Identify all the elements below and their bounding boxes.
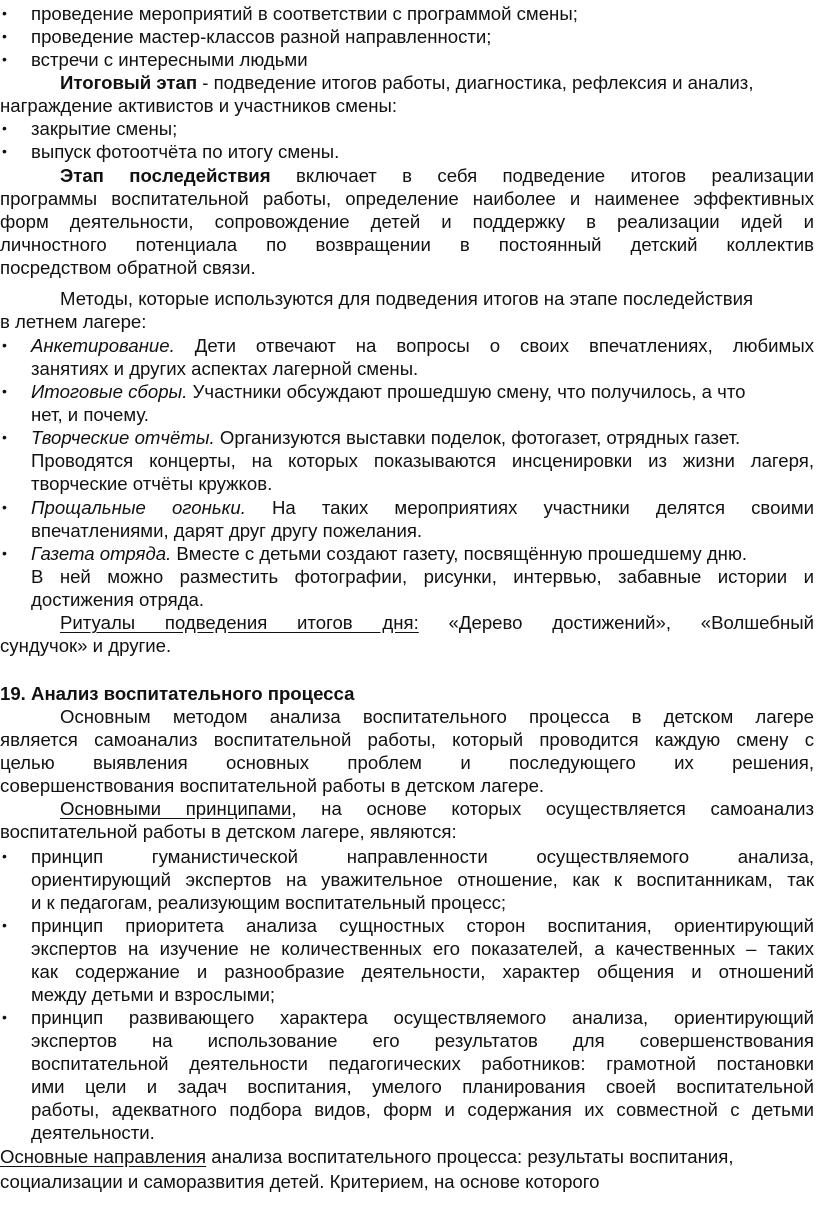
text: Организуются выставки поделок, фотогазет, отрядных газет. bbox=[214, 427, 741, 448]
method-term: Итоговые сборы. bbox=[31, 381, 188, 402]
directions-label: Основные направления bbox=[0, 1146, 207, 1167]
text: «Дерево достижений», «Волшебный bbox=[418, 612, 814, 633]
list-item bbox=[31, 542, 747, 565]
bullet-icon: • bbox=[2, 429, 7, 445]
text: - подведение итогов работы, диагностика, рефлексия и анализ, bbox=[197, 72, 754, 93]
bullet-icon: • bbox=[2, 120, 7, 136]
list-item-line: впечатлениями, дарят друг другу пожелания. bbox=[31, 520, 423, 541]
list-item: принцип приоритета анализа сущностных сторон воспитания, ориентирующий bbox=[31, 915, 814, 936]
text: анализа воспитательного процесса: результаты воспитания, bbox=[206, 1146, 734, 1167]
bullet-icon: • bbox=[2, 51, 7, 67]
paragraph-line: целью выявления основных проблем и последующего их решения, bbox=[0, 752, 814, 773]
paragraph-line: социализации и саморазвития детей. Критерием, на основе которого bbox=[0, 1171, 600, 1192]
list-item-line: Проводятся концерты, на которых показываются инсценировки из жизни лагеря, bbox=[31, 450, 814, 471]
text: Вместе с детьми создают газету, посвящённую прошедшему дню. bbox=[171, 543, 748, 564]
list-item-line: ими цели и задач воспитания, умелого планирования своей воспитательной bbox=[31, 1076, 814, 1097]
bullet-icon: • bbox=[2, 28, 7, 44]
method-term: Творческие отчёты. bbox=[31, 427, 215, 448]
paragraph-line: личностного потенциала по возвращении в постоянный детский коллектив bbox=[0, 234, 814, 255]
bullet-icon: • bbox=[2, 383, 7, 399]
list-item bbox=[31, 380, 746, 403]
bullet-icon: • bbox=[2, 545, 7, 561]
rituals-label: Ритуалы подведения итогов дня: bbox=[60, 612, 419, 633]
list-item-line: В ней можно разместить фотографии, рисунки, интервью, забавные истории и bbox=[31, 566, 814, 587]
paragraph-line: Методы, которые используются для подведения итогов на этапе последействия bbox=[60, 288, 754, 309]
list-item-line: деятельности. bbox=[31, 1122, 155, 1143]
list-item-line: между детьми и взрослыми; bbox=[31, 984, 276, 1005]
paragraph-line: сундучок» и другие. bbox=[0, 635, 172, 656]
final-stage-title: Итоговый этап bbox=[60, 72, 198, 93]
list-item: проведение мероприятий в соответствии с программой смены; bbox=[31, 3, 578, 24]
method-term: Анкетирование. bbox=[31, 335, 175, 356]
list-item: проведение мастер-классов разной направленности; bbox=[31, 26, 492, 47]
bullet-icon: • bbox=[2, 5, 7, 21]
paragraph-line bbox=[60, 164, 814, 187]
paragraph-line bbox=[60, 611, 814, 634]
list-item-line: воспитательной деятельности педагогических работников: грамотной постановки bbox=[31, 1053, 814, 1074]
list-item-line: нет, и почему. bbox=[31, 404, 149, 425]
paragraph-line: форм деятельности, сопровождение детей и поддержку в реализации идей и bbox=[0, 211, 814, 232]
bullet-icon: • bbox=[2, 848, 7, 864]
list-item-line: экспертов на изучение не количественных его показателей, а качественных – таких bbox=[31, 938, 814, 959]
list-item bbox=[31, 496, 814, 519]
text: Дети отвечают на вопросы о своих впечатлениях, любимых bbox=[174, 335, 814, 356]
list-item: принцип гуманистической направленности осуществляемого анализа, bbox=[31, 846, 814, 867]
list-item bbox=[31, 426, 740, 449]
paragraph-line: совершенствования воспитательной работы в детском лагере. bbox=[0, 775, 545, 796]
text: На таких мероприятиях участники делятся своими bbox=[245, 497, 814, 518]
section-heading: 19. Анализ воспитательного процесса bbox=[0, 683, 355, 704]
text: включает в себя подведение итогов реализации bbox=[270, 165, 814, 186]
paragraph-line: воспитательной работы в детском лагере, являются: bbox=[0, 821, 457, 842]
list-item-line: творческие отчёты кружков. bbox=[31, 473, 273, 494]
principles-label: Основными принципами bbox=[60, 798, 292, 819]
paragraph-line bbox=[0, 1145, 734, 1168]
paragraph-line: программы воспитательной работы, определение наиболее и наименее эффективных bbox=[0, 188, 814, 209]
bullet-icon: • bbox=[2, 917, 7, 933]
list-item-line: экспертов на использование его результатов для совершенствования bbox=[31, 1030, 814, 1051]
list-item-line: и к педагогам, реализующим воспитательный процесс; bbox=[31, 892, 507, 913]
paragraph-line: Основным методом анализа воспитательного процесса в детском лагере bbox=[60, 706, 814, 727]
paragraph-line bbox=[60, 797, 814, 820]
list-item: выпуск фотоотчёта по итогу смены. bbox=[31, 141, 340, 162]
list-item bbox=[31, 334, 814, 357]
list-item: встречи с интересными людьми bbox=[31, 49, 308, 70]
paragraph-line: награждение активистов и участников смены: bbox=[0, 95, 397, 116]
method-term: Газета отряда. bbox=[31, 543, 172, 564]
method-term: Прощальные огоньки. bbox=[31, 497, 246, 518]
after-stage-title: Этап последействия bbox=[60, 165, 271, 186]
paragraph-line bbox=[60, 71, 754, 94]
bullet-icon: • bbox=[2, 499, 7, 515]
list-item-line: занятиях и других аспектах лагерной смены. bbox=[31, 358, 419, 379]
list-item-line: работы, адекватного подбора видов, форм и содержания их совместной с детьми bbox=[31, 1099, 814, 1120]
list-item-line: как содержание и разнообразие деятельности, характер общения и отношений bbox=[31, 961, 814, 982]
text: Участники обсуждают прошедшую смену, что получилось, а что bbox=[187, 381, 746, 402]
bullet-icon: • bbox=[2, 1009, 7, 1025]
paragraph-line: посредством обратной связи. bbox=[0, 257, 256, 278]
paragraph-line: в летнем лагере: bbox=[0, 311, 147, 332]
list-item: закрытие смены; bbox=[31, 118, 178, 139]
list-item-line: достижения отряда. bbox=[31, 589, 205, 610]
text: , на основе которых осуществляется самоанализ bbox=[291, 798, 814, 819]
list-item-line: ориентирующий экспертов на уважительное отношение, как к воспитанникам, так bbox=[31, 869, 814, 890]
bullet-icon: • bbox=[2, 143, 7, 159]
bullet-icon: • bbox=[2, 337, 7, 353]
paragraph-line: является самоанализ воспитательной работы, который проводится каждую смену с bbox=[0, 729, 814, 750]
list-item: принцип развивающего характера осуществляемого анализа, ориентирующий bbox=[31, 1007, 814, 1028]
